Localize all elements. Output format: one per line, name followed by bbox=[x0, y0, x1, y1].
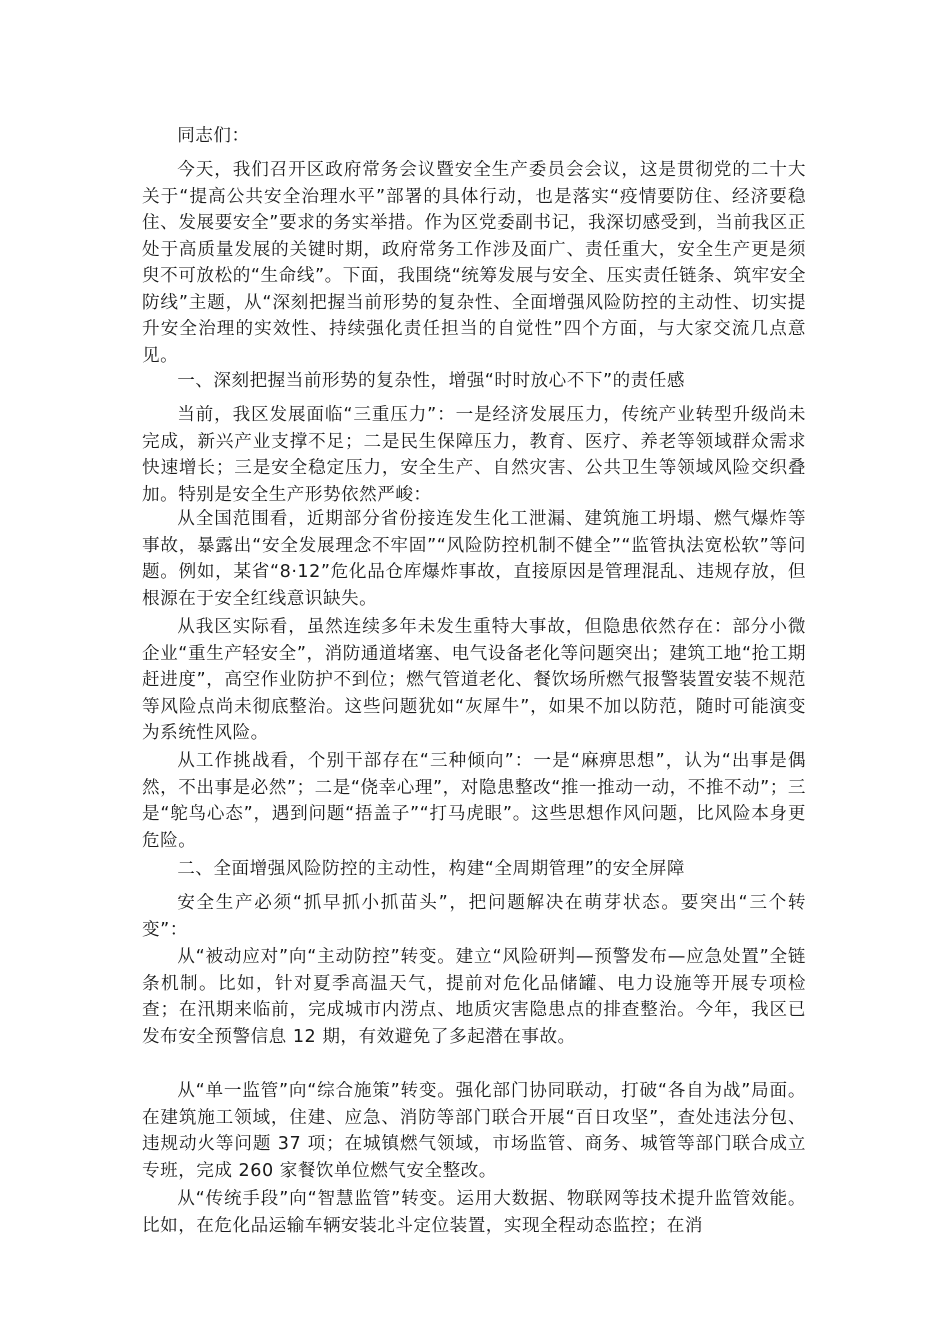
section-heading-2: 二、全面增强风险防控的主动性，构建“全周期管理”的安全屏障 bbox=[177, 859, 685, 879]
section-heading-1: 一、深刻把握当前形势的复杂性，增强“时时放心不下”的责任感 bbox=[177, 371, 685, 391]
paragraph-local: 从我区实际看，虽然连续多年未发生重特大事故，但隐患依然存在：部分小微企业“重生产轻安全”，消防通道堵塞、电气设备老化等问题突出；建筑工地“抢工期赶进度”，高空作业防护不到位；燃气管道老化、餐饮场所燃气报警装置安装不规范等风险点尚未彻底整治。这些问题犹如“灰犀牛”，如果不加以防范，随时可能演变为系统性风险。 bbox=[142, 617, 806, 743]
salutation: 同志们： bbox=[177, 126, 250, 146]
paragraph-shift-2: 从“单一监管”向“综合施策”转变。强化部门协同联动，打破“各自为战”局面。在建筑施工领域，住建、应急、消防等部门联合开展“百日攻坚”，查处违法分包、违规动火等问题 37 项；在城镇燃气领域，市场监管、商务、城管等部门联合成立专班，完成 260 家餐饮单位燃气安全整改。 bbox=[142, 1081, 806, 1181]
paragraph-national: 从全国范围看，近期部分省份接连发生化工泄漏、建筑施工坍塌、燃气爆炸等事故，暴露出“安全发展理念不牢固”“风险防控机制不健全”“监管执法宽松软”等问题。例如，某省“8·12”危化品仓库爆炸事故，直接原因是管理混乱、违规存放，但根源在于安全红线意识缺失。 bbox=[142, 509, 806, 609]
paragraph-challenges: 从工作挑战看，个别干部存在“三种倾向”：一是“麻痹思想”，认为“出事是偶然，不出事是必然”；二是“侥幸心理”，对隐患整改“推一推动一动，不推不动”；三是“鸵鸟心态”，遇到问题“捂盖子”“打马虎眼”。这些思想作风问题，比风险本身更危险。 bbox=[142, 751, 806, 851]
paragraph-shift-1: 从“被动应对”向“主动防控”转变。建立“风险研判—预警发布—应急处置”全链条机制。比如，针对夏季高温天气，提前对危化品储罐、电力设施等开展专项检查；在汛期来临前，完成城市内涝点、地质灾害隐患点的排查整治。今年，我区已发布安全预警信息 12 期，有效避免了多起潜在事故。 bbox=[142, 947, 806, 1047]
paragraph-shift-3: 从“传统手段”向“智慧监管”转变。运用大数据、物联网等技术提升监管效能。比如，在危化品运输车辆安装北斗定位装置，实现全程动态监控；在消 bbox=[142, 1189, 806, 1236]
paragraph-three-shifts: 安全生产必须“抓早抓小抓苗头”，把问题解决在萌芽状态。要突出“三个转变”： bbox=[142, 893, 806, 940]
paragraph-intro: 今天，我们召开区政府常务会议暨安全生产委员会会议，这是贯彻党的二十大关于“提高公共安全治理水平”部署的具体行动，也是落实“疫情要防住、经济要稳住、发展要安全”要求的务实举措。作为区党委副书记，我深切感受到，当前我区正处于高质量发展的关键时期，政府常务工作涉及面广、责任重大，安全生产更是须臾不可放松的“生命线”。下面，我围绕“统筹发展与安全、压实责任链条、筑牢安全防线”主题，从“深刻把握当前形势的复杂性、全面增强风险防控的主动性、切实提升安全治理的实效性、持续强化责任担当的自觉性”四个方面，与大家交流几点意见。 bbox=[142, 160, 806, 366]
paragraph-pressures: 当前，我区发展面临“三重压力”：一是经济发展压力，传统产业转型升级尚未完成，新兴产业支撑不足；二是民生保障压力，教育、医疗、养老等领域群众需求快速增长；三是安全稳定压力，安全生产、自然灾害、公共卫生等领域风险交织叠加。特别是安全生产形势依然严峻： bbox=[142, 405, 806, 505]
